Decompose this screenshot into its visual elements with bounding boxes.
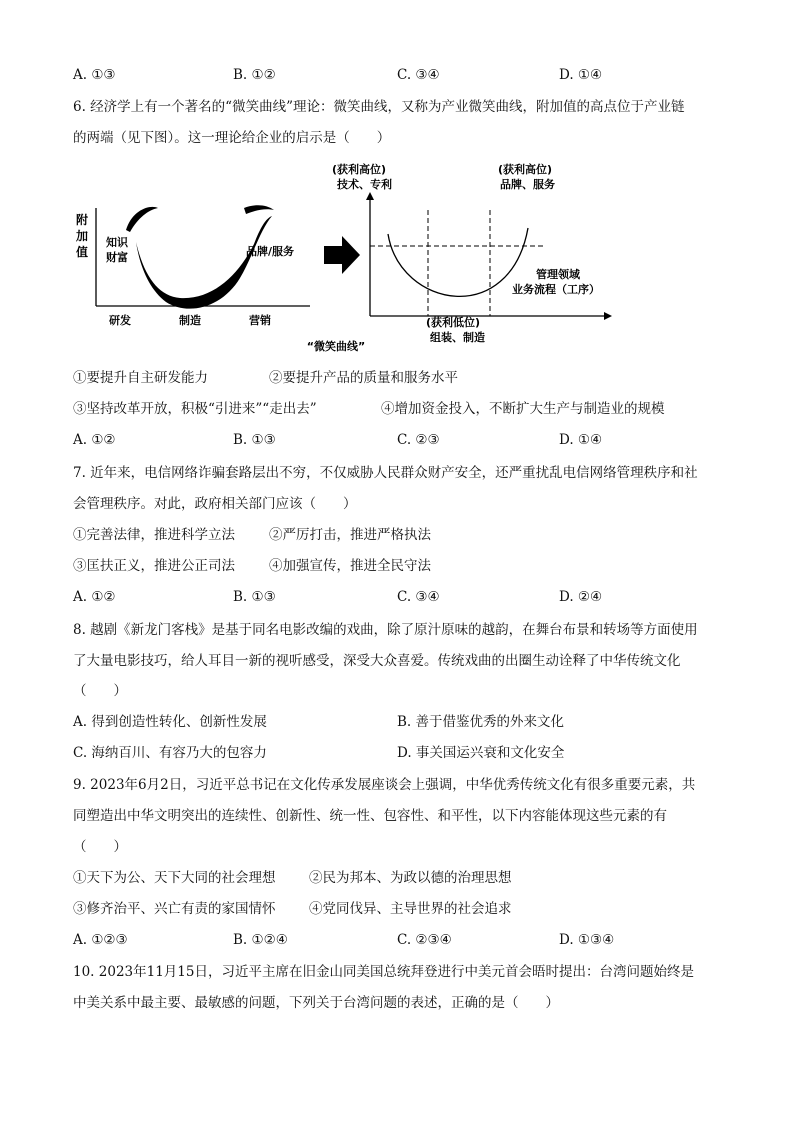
q6-statements-line1: [73, 368, 723, 388]
right-arrow-icon: [324, 236, 360, 274]
q6-options: [73, 430, 723, 450]
q9-option-b[interactable]: B. ①②④: [233, 932, 288, 948]
q6-statement-4: ④增加资金投入，不断扩大生产与制造业的规模: [381, 401, 665, 417]
q8-stem-line2: 了大量电影技巧，给人耳目一新的视听感受，深受大众喜爱。传统戏曲的出圈生动诠释了中华传统文化: [73, 653, 681, 669]
smile-left-stroke: [126, 207, 158, 232]
q9-options: [73, 930, 723, 950]
q6-statement-1: ①要提升自主研发能力: [73, 370, 208, 386]
q5-option-d[interactable]: D. ①④: [559, 67, 603, 83]
q5-option-a[interactable]: A. ①③: [73, 67, 116, 83]
right-top-right-2: 品牌、服务: [500, 178, 555, 191]
q7-options: [73, 587, 723, 607]
q9-statement-1: ①天下为公、天下大同的社会理想: [73, 870, 276, 886]
q8-options-row2: [73, 743, 723, 763]
q7-option-c[interactable]: C. ③④: [397, 589, 440, 605]
q8-option-d[interactable]: D. 事关国运兴衰和文化安全: [397, 745, 565, 761]
q8-option-a[interactable]: A. 得到创造性转化、创新性发展: [73, 714, 267, 730]
q6-statement-2: ②要提升产品的质量和服务水平: [269, 370, 458, 386]
left-ylabel-2: 加: [75, 229, 89, 243]
q6-option-b[interactable]: B. ①③: [233, 432, 276, 448]
right-axis-label-2: 业务流程（工序）: [512, 283, 600, 296]
q7-option-b[interactable]: B. ①③: [233, 589, 276, 605]
q7-statement-2: ②严厉打击，推进严格执法: [269, 527, 431, 543]
q6-statements-line2: [73, 399, 723, 419]
left-right-label: 品牌/服务: [246, 245, 295, 258]
q7-statement-4: ④加强宣传，推进全民守法: [269, 558, 431, 574]
q5-options: [73, 65, 723, 85]
q9-statements-line1: [73, 868, 723, 888]
left-top-label-1: 知识: [106, 236, 128, 249]
left-top-label-2: 财富: [106, 251, 128, 264]
q8-options-row1: [73, 712, 723, 732]
q8-stem-line3: （ ）: [73, 683, 127, 699]
q5-option-b[interactable]: B. ①②: [233, 67, 276, 83]
right-top-left-2: 技术、专利: [337, 178, 392, 191]
q9-statement-4: ④党同伐异、主导世界的社会追求: [309, 901, 512, 917]
q6-option-c[interactable]: C. ②③: [397, 432, 440, 448]
q5-option-c[interactable]: C. ③④: [397, 67, 440, 83]
q9-stem-line3: （ ）: [73, 839, 127, 855]
q9-option-a[interactable]: A. ①②③: [73, 932, 128, 948]
q7-statements-line1: [73, 525, 723, 545]
right-x-arrowhead-icon: [604, 312, 612, 320]
q7-statement-1: ①完善法律，推进科学立法: [73, 527, 235, 543]
right-top-left-1: (获利高位): [332, 163, 387, 176]
q9-stem-line2: 同塑造出中华文明突出的连续性、创新性、统一性、包容性、和平性，以下内容能体现这些元素的有: [73, 808, 667, 824]
right-bottom-2: 组装、制造: [430, 331, 485, 344]
right-axis-label-1: 管理领域: [536, 268, 580, 281]
q6-option-a[interactable]: A. ①②: [73, 432, 116, 448]
q8-stem-line1: 8. 越剧《新龙门客栈》是基于同名电影改编的戏曲，除了原汁原味的越韵，在舞台布景和转场等方面使用: [73, 622, 698, 638]
right-bottom-1: (获利低位): [426, 316, 481, 329]
q6-option-d[interactable]: D. ①④: [559, 432, 603, 448]
q7-option-d[interactable]: D. ②④: [559, 589, 603, 605]
right-top-right-1: (获利高位): [498, 163, 553, 176]
q10-stem-line1: 10. 2023年11月15日，习近平主席在旧金山同美国总统拜登进行中美元首会晤时提出：台湾问题始终是: [73, 964, 694, 980]
left-xlabel-3: 营销: [249, 314, 271, 327]
q9-statement-3: ③修齐治平、兴亡有责的家国情怀: [73, 901, 276, 917]
q9-statement-2: ②民为邦本、为政以德的治理思想: [309, 870, 512, 886]
q7-stem-line1: 7. 近年来，电信网络诈骗套路层出不穷，不仅威胁人民群众财产安全，还严重扰乱电信网络管理秩序和社: [73, 465, 698, 481]
smile-main-stroke: [136, 216, 272, 309]
left-ylabel-3: 值: [75, 245, 89, 259]
q9-stem-line1: 9. 2023年6月2日，习近平总书记在文化传承发展座谈会上强调，中华优秀传统文化有很多重要元素，共: [73, 777, 696, 793]
left-ylabel-1: 附: [75, 213, 89, 227]
q7-option-a[interactable]: A. ①②: [73, 589, 116, 605]
q7-statement-3: ③匡扶正义，推进公正司法: [73, 558, 235, 574]
q10-stem-line2: 中美关系中最主要、最敏感的问题，下列关于台湾问题的表述，正确的是（ ）: [73, 995, 559, 1011]
figure-caption: “微笑曲线”: [306, 340, 366, 353]
q6-stem-line1: 6. 经济学上有一个著名的“微笑曲线”理论：微笑曲线，又称为产业微笑曲线，附加值的高点位于产业链: [73, 99, 685, 115]
smile-curve-figure: [70, 158, 630, 358]
q6-stem-line2: 的两端（见下图）。这一理论给企业的启示是（ ）: [73, 130, 391, 146]
q9-option-c[interactable]: C. ②③④: [397, 932, 452, 948]
right-smile-curve: [388, 228, 528, 296]
q7-statements-line2: [73, 556, 723, 576]
q9-option-d[interactable]: D. ①③④: [559, 932, 615, 948]
q7-stem-line2: 会管理秩序。对此，政府相关部门应该（ ）: [73, 496, 357, 512]
q8-option-c[interactable]: C. 海纳百川、有容乃大的包容力: [73, 745, 267, 761]
right-y-arrowhead-icon: [366, 192, 374, 200]
q6-statement-3: ③坚持改革开放，积极“引进来”“走出去”: [73, 401, 317, 417]
smile-right-stroke: [244, 205, 274, 214]
q8-option-b[interactable]: B. 善于借鉴优秀的外来文化: [397, 714, 565, 730]
left-xlabel-2: 制造: [179, 314, 201, 327]
left-xlabel-1: 研发: [109, 314, 131, 327]
q9-statements-line2: [73, 899, 723, 919]
